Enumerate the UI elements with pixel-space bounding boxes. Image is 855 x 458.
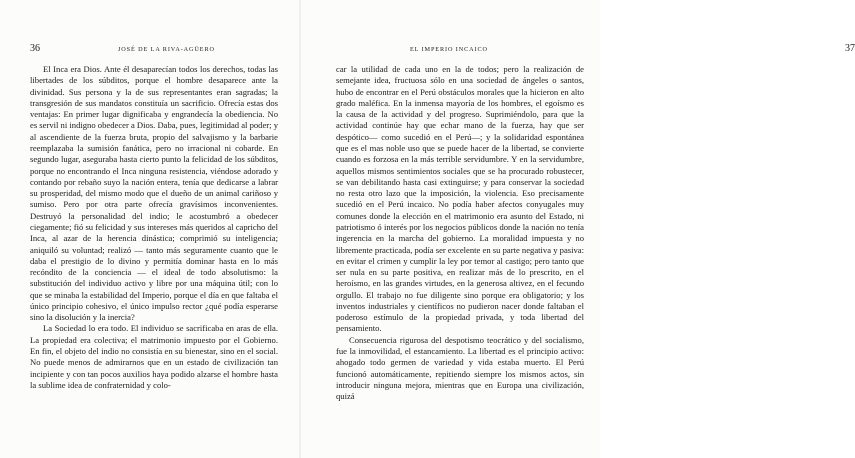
page-number: 36 xyxy=(30,43,40,54)
page-number: 37 xyxy=(845,43,855,54)
paragraph: El Inca era Dios. Ante él desaparecían todos los derechos, todas las libertades de los súbditos, porque el hombre desaparece ante la divinidad. Sus persona y la de sus representantes eran sagradas; la transgresión de sus mandatos constituía un sacrificio. Ofrecía estas dos ventajas: En primer lugar dignificaba y engrandecía la obediencia. No es servil ni indigno obedecer a Dios. Daba, pues, legitimidad al poder; y al ascendiente de la fuerza bruta, propio del salvajismo y la barbarie reemplazaba la sumisión fanática, pero no irracional ni cobarde. En segundo lugar, aseguraba hasta cierto punto la felicidad de los súbditos, porque no encontrando el Inca ninguna resistencia, viéndose adorado y contando por rebaño suyo la nación entera, tenía que dedicarse a labrar su prosperidad, del mismo modo que el dueño de un animal cariñoso y sumiso. Pero por otra parte ofrecía gravísimos inconvenientes. Destruyó la personalidad del indio; le acostumbró a obedecer ciegamente; fió su felicidad y sus intereses más queridos al capricho del Inca, al azar de la herencia dinástica; comprimió su inteligencia; aniquiló su voluntad; realizó — tanto más seguramente cuanto que le daba el prestigio de lo divino y permitía dominar hasta en lo más recóndito de la conciencia — el ideal de todo absolutismo: la substitución del individuo activo y libre por una máquina útil; con lo que se minaba la estabilidad del Imperio, porque el día en que faltaba el único principio cohesivo, el único impulso rector ¿qué podía esperarse sino la disolución y la inercia? xyxy=(30,64,278,323)
left-page xyxy=(0,0,300,458)
body-text xyxy=(336,64,584,402)
running-head: JOSÉ DE LA RIVA-AGÜERO xyxy=(118,46,215,53)
body-text xyxy=(30,64,278,391)
paragraph: car la utilidad de cada uno en la de todos; pero la realización de semejante idea, fructuosa sólo en una sociedad de ángeles o santos, hubo de encontrar en el Perú obstáculos morales que la hicieron en alto grado maléfica. En la inmensa mayoría de los hombres, el egoísmo es la causa de la actividad y del progreso. Suprimiéndolo, para que la actividad continúe hay que echar mano de la fuerza, hay que ser despótico— como sucedió en el Perú—; y la solidaridad espontánea que es el mas noble uso que se puede hacer de la libertad, se convierte cuando es forzosa en la más terrible servidumbre. Y en la servidumbre, aquellos mismos sentimientos sociales que se ha procurado robustecer, se van debilitando hasta casi extinguirse; y para conservar la sociedad no resta otro lazo que la imposición, la violencia. Eso precisamente sucedió en el Perú incaico. No podía haber afectos conyugales muy comunes donde la elección en el matrimonio era asunto del Estado, ni patriotismo ó interés por los negocios públicos donde la nación no tenía ingerencia en la marcha del gobierno. La moralidad impuesta y no libremente practicada, podía ser excelente en su parte negativa y pasiva: en evitar el crimen y cumplir la ley por temor al castigo; pero tanto que ser nula en su parte positiva, en realizar más de lo prescrito, en el heroísmo, en las grandes virtudes, en la generosa altivez, en el fecundo orgullo. El trabajo no fue diligente sino porque era obligatorio; y los inventos industriales y científicos no pudieron nacer donde faltaban el poderoso estímulo de la propiedad privada, y toda libertad del pensamiento. xyxy=(336,64,584,334)
paragraph: Consecuencia rigurosa del despotismo teocrático y del socialismo, fue la inmovilidad, el estancamiento. La libertad es el principio activo: ahogado todo germen de variedad y vida estaba muerto. El Perú funcionó automáticamente, repitiendo siempre los mismos actos, sin introducir ninguna mejora, mientras que en Europa una civilización, quizá xyxy=(336,334,584,402)
paragraph: La Sociedad lo era todo. El individuo se sacrificaba en aras de ella. La propiedad era colectiva; el matrimonio impuesto por el Gobierno. En fin, el objeto del indio no consistía en su bienestar, sino en el social. No puede menos de admirarnos que en un estado de civilización tan incipiente y con tan pocos auxilios haya podido alzarse el hombre hasta la sublime idea de confraternidad y colo- xyxy=(30,323,278,390)
running-head: EL IMPERIO INCAICO xyxy=(410,46,488,53)
right-page xyxy=(300,0,855,458)
